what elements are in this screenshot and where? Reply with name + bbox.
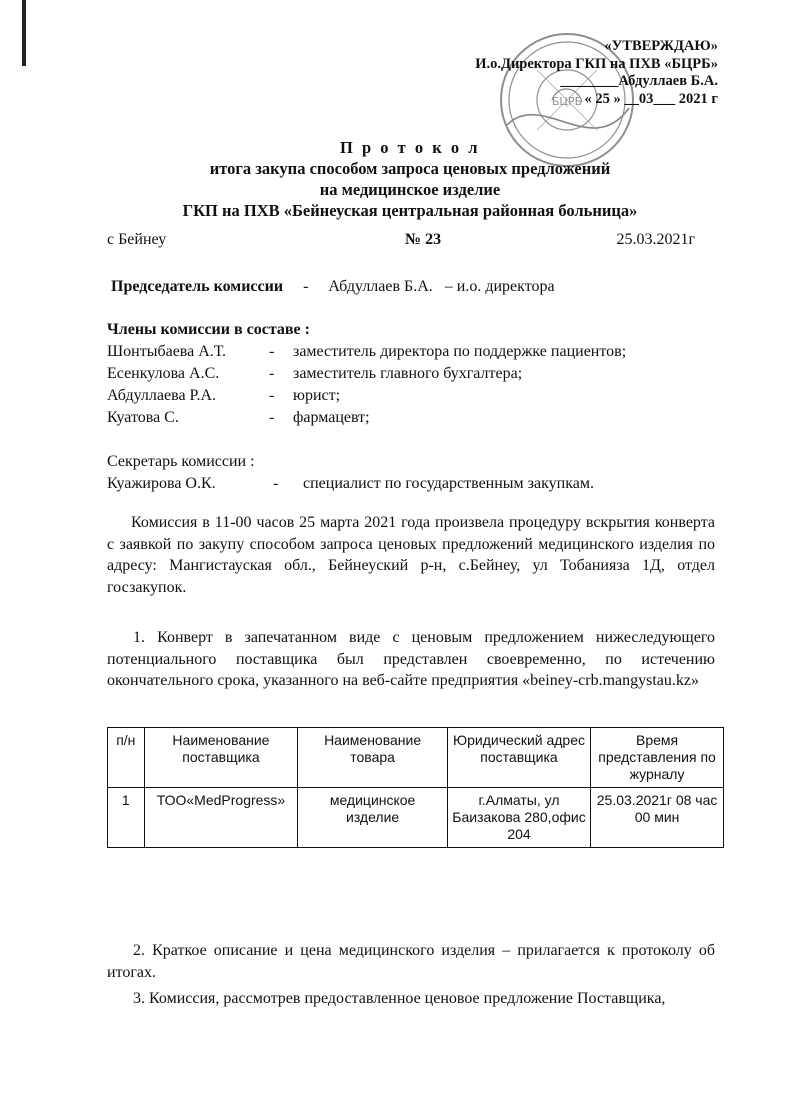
member-row [107,341,627,363]
title-line-2: итога закупа способом запроса ценовых предложений [209,159,611,178]
item-3-paragraph: 3. Комиссия, рассмотрев предоставленное ценовое предложение Поставщика, [133,990,666,1007]
chairman-role: – и.о. директора [444,278,555,295]
approval-signature: ________Абдуллаев Б.А. [560,73,718,89]
table-header-cell: Наименование поставщика [144,728,298,788]
opening-paragraph: Комиссия в 11-00 часов 25 марта 2021 года произвела процедуру вскрытия конверта с заявкой по закупу способом запроса ценовых предложений медицинского изделия по адресу: Мангистауская обл., Бейнеуский р-н, с.Бейнеу, ул Тобанияза 1Д, отдел госзакупок. [107,514,715,596]
member-dash: - [269,343,275,360]
meta-date: 25.03.2021г [616,231,695,248]
table-header-cell: Наименование товара [298,728,448,788]
member-row [107,363,523,385]
member-dash: - [269,409,275,426]
member-role: заместитель директора по поддержке пациентов; [293,343,627,360]
margin-mark [22,0,26,66]
table-header-cell: Юридический адрес поставщика [447,728,590,788]
meta-place: с Бейнеу [107,231,167,248]
member-role: фармацевт; [293,409,370,426]
secretary-role: специалист по государственным закупкам. [303,475,594,492]
title-line-4: ГКП на ПХВ «Бейнеуская центральная районная больница» [182,201,638,220]
secretary-dash: - [273,475,279,492]
table-row [108,788,724,848]
secretary-heading: Секретарь комиссии : [107,453,255,470]
member-name: Куатова С. [107,409,179,426]
meta-line [107,231,695,249]
member-row [107,407,370,429]
table-cell: медицинское изделие [298,788,448,848]
svg-text:БЦРБ: БЦРБ [551,95,583,108]
document-title [90,137,730,221]
table-cell: ТОО«MedProgress» [144,788,298,848]
approval-date: « 25 » __03___ 2021 г [584,90,718,107]
member-role: заместитель главного бухгалтера; [293,365,523,382]
title-protocol: П р о т о к о л [339,138,480,157]
table-header-row [108,728,724,788]
table-cell: 1 [108,788,145,848]
chairman-name: Абдуллаев Б.А. [328,278,433,295]
chairman-line [111,278,555,296]
member-row [107,385,341,407]
title-line-3: на медицинское изделие [319,180,501,199]
member-role: юрист; [293,387,341,404]
members-heading: Члены комиссии в составе : [107,321,310,338]
approval-heading: «УТВЕРЖДАЮ» [604,38,718,54]
commission-members [107,319,627,495]
member-name: Шонтыбаева А.Т. [107,343,226,360]
approval-block [475,38,718,108]
table-cell: 25.03.2021г 08 час 00 мин [591,788,724,848]
member-name: Есенкулова А.С. [107,365,220,382]
member-dash: - [269,365,275,382]
chairman-dash: - [303,278,309,295]
chairman-label: Председатель комиссии [111,278,284,295]
member-name: Абдуллаева Р.А. [107,387,216,404]
secretary-row [107,473,594,495]
item-2-paragraph: 2. Краткое описание и цена медицинского изделия – прилагается к протоколу об итогах. [107,942,715,981]
table-header-cell: Время представления по журналу [591,728,724,788]
approval-position: И.о.Директора ГКП на ПХВ «БЦРБ» [475,55,718,72]
member-dash: - [269,387,275,404]
meta-number: № 23 [405,231,442,248]
table-header-cell: п/н [108,728,145,788]
secretary-name: Куажирова О.К. [107,475,216,492]
supplier-table [107,727,724,848]
item-1-paragraph: 1. Конверт в запечатанном виде с ценовым предложением нижеследующего потенциального поставщика был представлен своевременно, по истечению окончательного срока, указанного на веб-сайте предприятия «beiney-crb.mangystau.kz» [107,629,715,689]
table-cell: г.Алматы, ул Баизакова 280,офис 204 [447,788,590,848]
